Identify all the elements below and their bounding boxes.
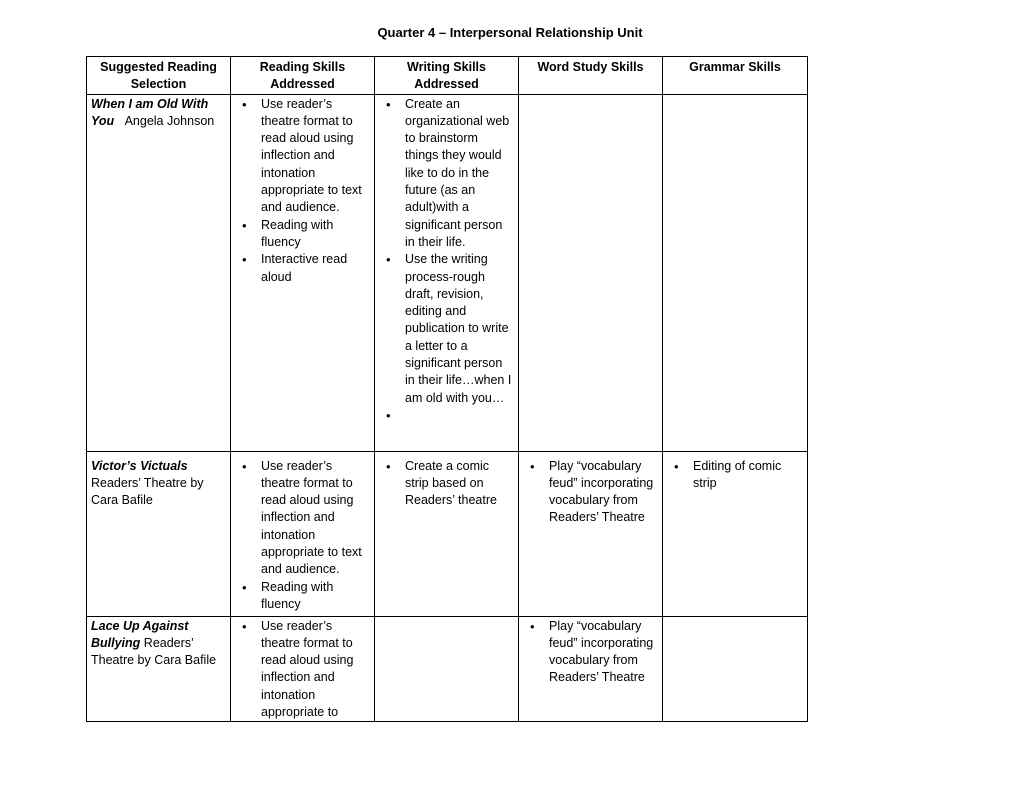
selection-cell bbox=[87, 616, 231, 722]
table-row bbox=[87, 451, 808, 616]
reading-skills-cell bbox=[231, 94, 375, 451]
list-item: • Use reader’s theatre format to read aloud using inflection and intonation appropriate to text and audience. bbox=[261, 458, 370, 579]
selection-title: When I am Old With You bbox=[91, 96, 209, 128]
list-item: • Use the writing process-rough draft, revision, editing and publication to write a letter to a significant person in their life…when I am old with you… bbox=[405, 251, 514, 407]
grammar-cell bbox=[663, 94, 808, 451]
header-word-study: Word Study Skills bbox=[519, 57, 663, 95]
grammar-cell bbox=[663, 451, 808, 616]
header-reading-skills: Reading Skills Addressed bbox=[231, 57, 375, 95]
list-item: • Play “vocabulary feud” incorporating vocabulary from Readers’ Theatre bbox=[549, 458, 658, 527]
selection-title: Lace Up Against Bullying bbox=[91, 618, 189, 650]
list-item: • Use reader’s theatre format to read aloud using inflection and intonation appropriate to bbox=[261, 618, 370, 722]
word-study-cell bbox=[519, 451, 663, 616]
writing-skills-cell bbox=[375, 94, 519, 451]
selection-author: Angela Johnson bbox=[124, 113, 215, 128]
list-item: • Reading with fluency bbox=[261, 579, 370, 614]
list-item: • Create a comic strip based on Readers’ theatre bbox=[405, 458, 514, 510]
selection-author: Readers’ Theatre by Cara Bafile bbox=[91, 635, 217, 668]
header-reading-selection: Suggested Reading Selection bbox=[87, 57, 231, 95]
list-item: • Reading with fluency bbox=[261, 217, 370, 252]
writing-skills-cell bbox=[375, 451, 519, 616]
selection-cell bbox=[87, 94, 231, 451]
selection-author: Readers’ Theatre by Cara Bafile bbox=[91, 475, 204, 508]
header-grammar: Grammar Skills bbox=[663, 57, 808, 95]
table-row bbox=[87, 616, 808, 722]
list-item: • Create an organizational web to brainstorm things they would like to do in the future (as an adult)with a significant person in their life. bbox=[405, 96, 514, 252]
header-writing-skills: Writing Skills Addressed bbox=[375, 57, 519, 95]
list-item: • Interactive read aloud bbox=[261, 251, 370, 286]
header-row bbox=[87, 57, 808, 95]
table-row bbox=[87, 94, 808, 451]
list-item bbox=[405, 407, 514, 424]
list-item: • Editing of comic strip bbox=[693, 458, 803, 493]
unit-table bbox=[86, 56, 808, 722]
selection-cell bbox=[87, 451, 231, 616]
list-item: • Play “vocabulary feud” incorporating vocabulary from Readers’ Theatre bbox=[549, 618, 658, 687]
page-title: Quarter 4 – Interpersonal Relationship Unit bbox=[377, 25, 643, 40]
list-item: • Use reader’s theatre format to read aloud using inflection and intonation appropriate to text and audience. bbox=[261, 96, 370, 217]
reading-skills-cell bbox=[231, 616, 375, 722]
word-study-cell bbox=[519, 616, 663, 722]
writing-skills-cell bbox=[375, 616, 519, 722]
grammar-cell bbox=[663, 616, 808, 722]
selection-title: Victor’s Victuals bbox=[91, 458, 188, 473]
word-study-cell bbox=[519, 94, 663, 451]
reading-skills-cell bbox=[231, 451, 375, 616]
